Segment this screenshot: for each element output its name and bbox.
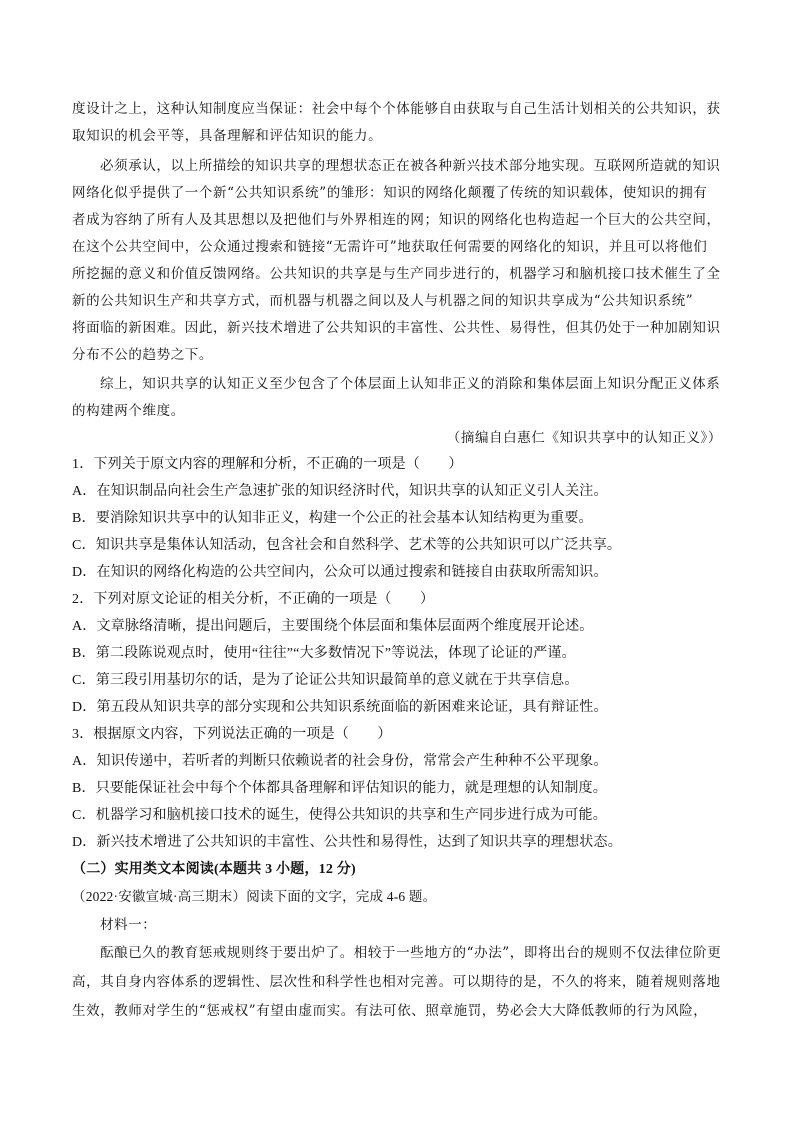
section-heading: （二）实用类文本阅读(本题共 3 小题，12 分) <box>72 862 356 877</box>
source-note: （2022·安徽宣城·高三期末）阅读下面的文字，完成 4-6 题。 <box>72 889 437 904</box>
question-stem: 2．下列对原文论证的相关分析，不正确的一项是（ ） <box>72 592 435 607</box>
passage-line: 分布不公的趋势之下。 <box>72 347 213 363</box>
question-option: B．第二段陈说观点时，使用“往往”“大多数情况下”等说法，体现了论证的严谨。 <box>72 646 576 661</box>
passage-line: 取知识的机会平等，具备理解和评估知识的能力。 <box>72 128 383 144</box>
question-option: A．知识传递中，若听者的判断只依赖说者的社会身份，常常会产生种种不公平现象。 <box>72 754 608 769</box>
question-stem: 1．下列关于原文内容的理解和分析，不正确的一项是（ ） <box>72 457 463 472</box>
question-option: A．在知识制品向社会生产急速扩张的知识经济时代，知识共享的认知正义引人关注。 <box>72 484 608 499</box>
question-option: C．知识共享是集体认知活动，包含社会和自然科学、艺术等的公共知识可以广泛共享。 <box>72 538 622 553</box>
question-option: C．第三段引用基切尔的话，是为了论证公共知识最简单的意义就在于共享信息。 <box>72 673 579 688</box>
passage-line: 所挖掘的意义和价值反馈网络。公共知识的共享是与生产同步进行的，机器学习和脑机接口技术催生了全 <box>72 266 721 282</box>
material-label: 材料一： <box>100 917 157 933</box>
material-line: 生效，教师对学生的“惩戒权”有望由虚而实。有法可依、照章施罚，势必会大大降低教师的行为风险， <box>72 1003 708 1019</box>
passage-line: 综上，知识共享的认知正义至少包含了个体层面上认知非正义的消除和集体层面上知识分配正义体系 <box>100 376 721 392</box>
question-option: D．第五段从知识共享的部分实现和公共知识系统面临的新困难来论证，具有辩证性。 <box>72 700 608 715</box>
material-line: 酝酿已久的教育惩戒规则终于要出炉了。相较于一些地方的“办法”，即将出台的规则不仅法律位阶更 <box>100 945 722 961</box>
passage-line: 新的公共知识生产和共享方式，而机器与机器之间以及人与机器之间的知识共享成为“公共知识系统” <box>72 293 694 309</box>
passage-line: 者成为容纳了所有人及其思想以及把他们与外界相连的网；知识的网络化也构造起一个巨大的公共空间， <box>72 212 721 228</box>
passage-line: 将面临的新困难。因此，新兴技术增进了公共知识的丰富性、公共性、易得性，但其仍处于一种加剧知识 <box>72 320 721 336</box>
question-option: C．机器学习和脑机接口技术的诞生，使得公共知识的共享和生产同步进行成为可能。 <box>72 808 607 823</box>
question-option: B．只要能保证社会中每个个体都具备理解和评估知识的能力，就是理想的认知制度。 <box>72 781 607 796</box>
passage-line: 的构建两个维度。 <box>72 403 185 419</box>
question-option: B．要消除知识共享中的认知非正义，构建一个公正的社会基本认知结构更为重要。 <box>72 511 593 526</box>
question-stem: 3．根据原文内容，下列说法正确的一项是（ ） <box>72 727 392 742</box>
question-option: D．在知识的网络化构造的公共空间内，公众可以通过搜索和链接自由获取所需知识。 <box>72 565 608 580</box>
passage-line: 在这个公共空间中，公众通过搜索和链接“无需许可”地获取任何需要的网络化的知识，并且可以将他们 <box>72 239 708 255</box>
passage-line: 度设计之上，这种认知制度应当保证：社会中每个个体能够自由获取与自己生活计划相关的公共知识，获 <box>72 101 721 117</box>
passage-line: 必须承认，以上所描绘的知识共享的理想状态正在被各种新兴技术部分地实现。互联网所造就的知识 <box>100 158 721 174</box>
question-option: D．新兴技术增进了公共知识的丰富性、公共性和易得性，达到了知识共享的理想状态。 <box>72 835 622 850</box>
material-line: 高，其自身内容体系的逻辑性、层次性和科学性也相对完善。可以期待的是，不久的将来，随着规则落地 <box>72 974 721 990</box>
passage-line: 网络化似乎提供了一个新“公共知识系统”的雏形：知识的网络化颠覆了传统的知识载体，使知识的拥有 <box>72 185 708 201</box>
question-option: A．文章脉络清晰，提出问题后，主要围绕个体层面和集体层面两个维度展开论述。 <box>72 619 594 634</box>
citation: （摘编自白惠仁《知识共享中的认知正义》） <box>446 430 722 446</box>
